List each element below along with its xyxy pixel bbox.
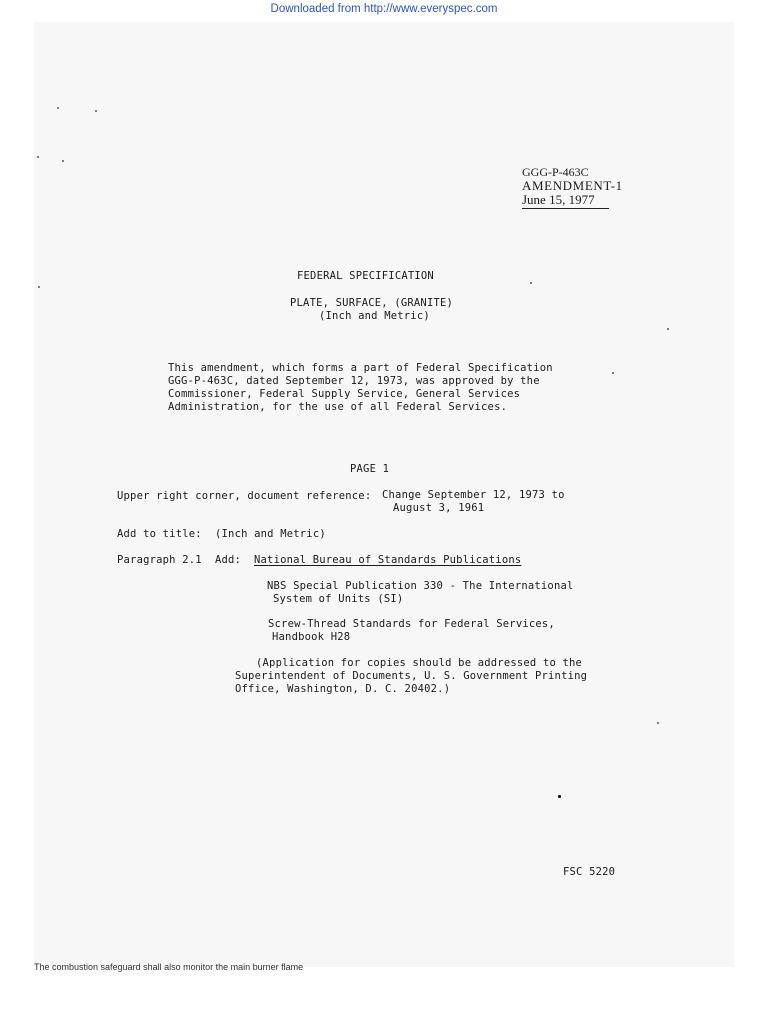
scan-speck <box>612 372 614 374</box>
paragraph-add: Add: <box>215 554 242 566</box>
paragraph-value: National Bureau of Standards Publications <box>254 554 522 566</box>
scan-speck <box>558 795 561 798</box>
screw-thread-standard-cont: Handbook H28 <box>272 631 351 643</box>
nbs-publication-cont: System of Units (SI) <box>273 593 404 605</box>
spec-item-title: PLATE, SURFACE, (GRANITE) <box>290 297 454 309</box>
cut-off-text: The combustion safeguard shall also monitor the main burner flame <box>34 962 304 972</box>
upper-right-label: Upper right corner, document reference: <box>117 490 372 502</box>
scan-speck <box>57 107 59 109</box>
upper-right-value-cont: August 3, 1961 <box>393 502 485 514</box>
intro-line: GGG-P-463C, dated September 12, 1973, was approved by the <box>168 375 540 387</box>
application-note-cont: Superintendent of Documents, U. S. Government Printing <box>235 670 588 682</box>
amendment-date: June 15, 1977 <box>522 192 609 209</box>
download-link[interactable]: Downloaded from http://www.everyspec.com <box>270 3 498 15</box>
application-note-cont: Office, Washington, D. C. 20402.) <box>235 683 451 695</box>
intro-line: This amendment, which forms a part of Federal Specification <box>168 362 553 374</box>
nbs-publication: NBS Special Publication 330 - The International <box>267 580 574 592</box>
amendment-label: AMENDMENT-1 <box>522 178 623 193</box>
scan-speck <box>37 156 39 158</box>
application-note: (Application for copies should be addressed to the <box>256 657 583 669</box>
intro-line: Commissioner, Federal Supply Service, General Services <box>168 388 521 400</box>
fsc-code: FSC 5220 <box>563 866 616 878</box>
scan-speck <box>667 328 669 330</box>
spec-type-title: FEDERAL SPECIFICATION <box>297 270 434 282</box>
page-label: PAGE 1 <box>350 463 390 475</box>
intro-line: Administration, for the use of all Federal Services. <box>168 401 508 413</box>
spec-units-title: (Inch and Metric) <box>319 310 430 322</box>
add-title-value: (Inch and Metric) <box>215 528 326 540</box>
scan-speck <box>95 110 97 112</box>
add-title-label: Add to title: <box>117 528 202 540</box>
scan-speck <box>657 722 659 724</box>
scan-speck <box>62 160 64 162</box>
paragraph-label: Paragraph 2.1 <box>117 554 202 566</box>
scan-speck <box>38 286 40 288</box>
screw-thread-standard: Screw-Thread Standards for Federal Services, <box>268 618 555 630</box>
scan-speck <box>530 282 532 284</box>
doc-number: GGG-P-463C <box>522 165 589 179</box>
upper-right-value: Change September 12, 1973 to <box>382 489 565 501</box>
